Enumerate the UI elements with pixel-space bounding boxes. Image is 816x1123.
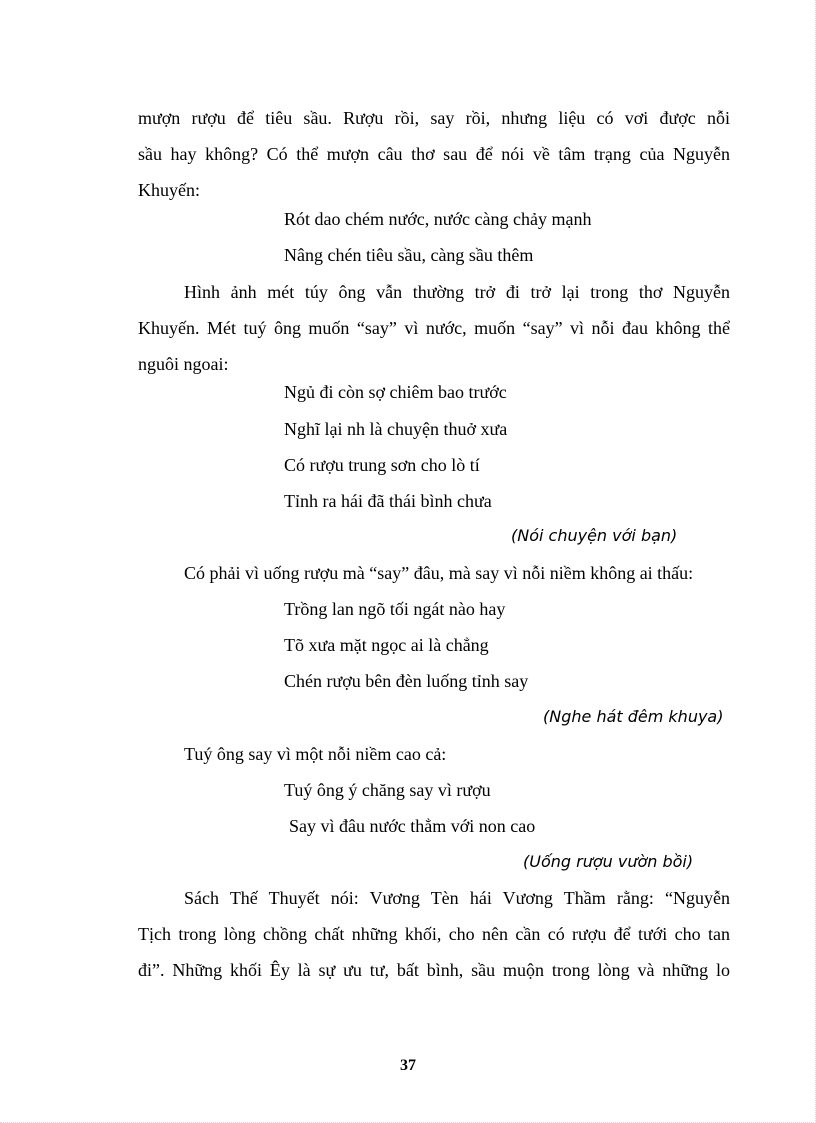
verse-line: Ngủ đi còn sợ chiêm bao trước (284, 382, 507, 402)
verse-line: Nghĩ lại nh là chuyện thuở xưa (284, 419, 508, 439)
verse-citation: (Uống rượu vườn bồi) (523, 852, 694, 871)
paragraph-line: mượn rượu để tiêu sầu. Rượu rồi, say rồi, nhưng liệu có vơi được nỗi (138, 108, 730, 128)
paragraph-line: Có phải vì uống rượu mà “say” đâu, mà say vì nỗi niềm không ai thấu: (184, 563, 694, 583)
paragraph-line: Sách Thế Thuyết nói: Vương Tèn hái Vương Thầm rằng: “Nguyễn (184, 888, 730, 908)
paragraph-line: sầu hay không? Có thể mượn câu thơ sau để nói về tâm trạng của Nguyễn (138, 144, 730, 164)
verse-citation: (Nghe hát đêm khuya) (543, 707, 724, 726)
verse-line: Tuý ông ý chăng say vì rượu (284, 780, 491, 800)
verse-line: Say vì đâu nước thẳm với non cao (289, 816, 536, 836)
paragraph-line: Hình ảnh mét túy ông vẫn thường trở đi trở lại trong thơ Nguyễn (184, 282, 730, 302)
verse-line: Có rượu trung sơn cho lò tí (284, 455, 480, 475)
paragraph-line: Tịch trong lòng chồng chất những khối, cho nên cần có rượu để tưới cho tan (138, 924, 730, 944)
verse-line: Trồng lan ngõ tối ngát nào hay (284, 599, 506, 619)
verse-line: Rót dao chém nước, nước càng chảy mạnh (284, 209, 592, 229)
paragraph-line: Khuyến: (138, 180, 200, 200)
paragraph-line: đi”. Những khối Êy là sự ưu tư, bất bình, sầu muộn trong lòng và những lo (138, 960, 730, 980)
paragraph-line: nguôi ngoai: (138, 354, 229, 374)
verse-line: Tõ xưa mặt ngọc ai là chẳng (284, 635, 489, 655)
verse-line: Nâng chén tiêu sầu, càng sầu thêm (284, 245, 534, 265)
paragraph-line: Tuý ông say vì một nỗi niềm cao cả: (184, 744, 447, 764)
verse-line: Chén rượu bên đèn luống tỉnh say (284, 671, 529, 691)
verse-line: Tỉnh ra hái đã thái bình chưa (284, 491, 492, 511)
verse-citation: (Nói chuyện với bạn) (511, 526, 678, 545)
paragraph-line: Khuyến. Mét tuý ông muốn “say” vì nước, muốn “say” vì nỗi đau không thể (138, 318, 730, 338)
page-number: 37 (400, 1057, 416, 1074)
